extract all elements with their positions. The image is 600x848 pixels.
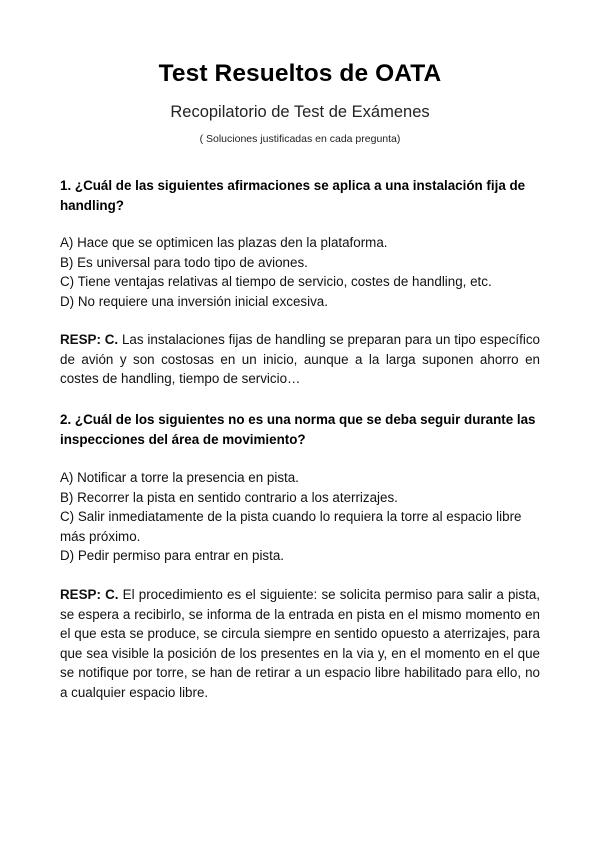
question-1-answer-text: Las instalaciones fijas de handling se preparan para un tipo específico de avión y son costosas en un inicio, aunque a la larga suponen ahorro en costes de handling, tiempo de servicio… bbox=[60, 332, 540, 387]
question-2-answer-text: El procedimiento es el siguiente: se solicita permiso para salir a pista, se espera a recibirlo, se informa de la entrada en pista en el mismo momento en el que esta se produce, se circula siempre en sentido opuesto a aterrizajes, para que sea visible la posición de los presentes en la via y, en el momento en el que se notifique por torre, se han de retirar a un espacio libre habilitado para ello, no a cualquier espacio libre. bbox=[60, 587, 540, 700]
page-note: ( Soluciones justificadas en cada pregunta) bbox=[199, 133, 401, 145]
document-page bbox=[60, 0, 540, 848]
question-1-option-b: B) Es universal para todo tipo de aviones. bbox=[60, 254, 308, 270]
question-2-option-d: D) Pedir permiso para entrar en pista. bbox=[60, 548, 285, 564]
question-2-answer bbox=[60, 585, 540, 703]
question-2-text: 2. ¿Cuál de los siguientes no es una norma que se deba seguir durante las inspecciones del área de movimiento? bbox=[60, 412, 536, 447]
question-2-option-a: A) Notificar a torre la presencia en pista. bbox=[60, 470, 299, 485]
question-2-options bbox=[60, 468, 540, 566]
question-2-option-c: C) Salir inmediatamente de la pista cuando lo requiera la torre al espacio libre más próximo. bbox=[60, 509, 522, 544]
question-1-answer bbox=[60, 330, 540, 389]
question-1-text: 1. ¿Cuál de las siguientes afirmaciones se aplica a una instalación fija de handling? bbox=[60, 178, 526, 213]
question-1-option-c: C) Tiene ventajas relativas al tiempo de servicio, costes de handling, etc. bbox=[60, 274, 492, 290]
question-1-option-d: D) No requiere una inversión inicial excesiva. bbox=[60, 293, 328, 309]
page-title: Test Resueltos de OATA bbox=[158, 60, 442, 87]
question-1-options bbox=[60, 233, 540, 311]
page-subtitle: Recopilatorio de Test de Exámenes bbox=[170, 103, 430, 121]
question-2-answer-label: RESP: C. bbox=[60, 587, 119, 602]
question-1-option-a: A) Hace que se optimicen las plazas den la plataforma. bbox=[60, 235, 388, 250]
question-2-option-b: B) Recorrer la pista en sentido contrario a los aterrizajes. bbox=[60, 489, 398, 505]
question-1-answer-label: RESP: C. bbox=[60, 332, 119, 347]
